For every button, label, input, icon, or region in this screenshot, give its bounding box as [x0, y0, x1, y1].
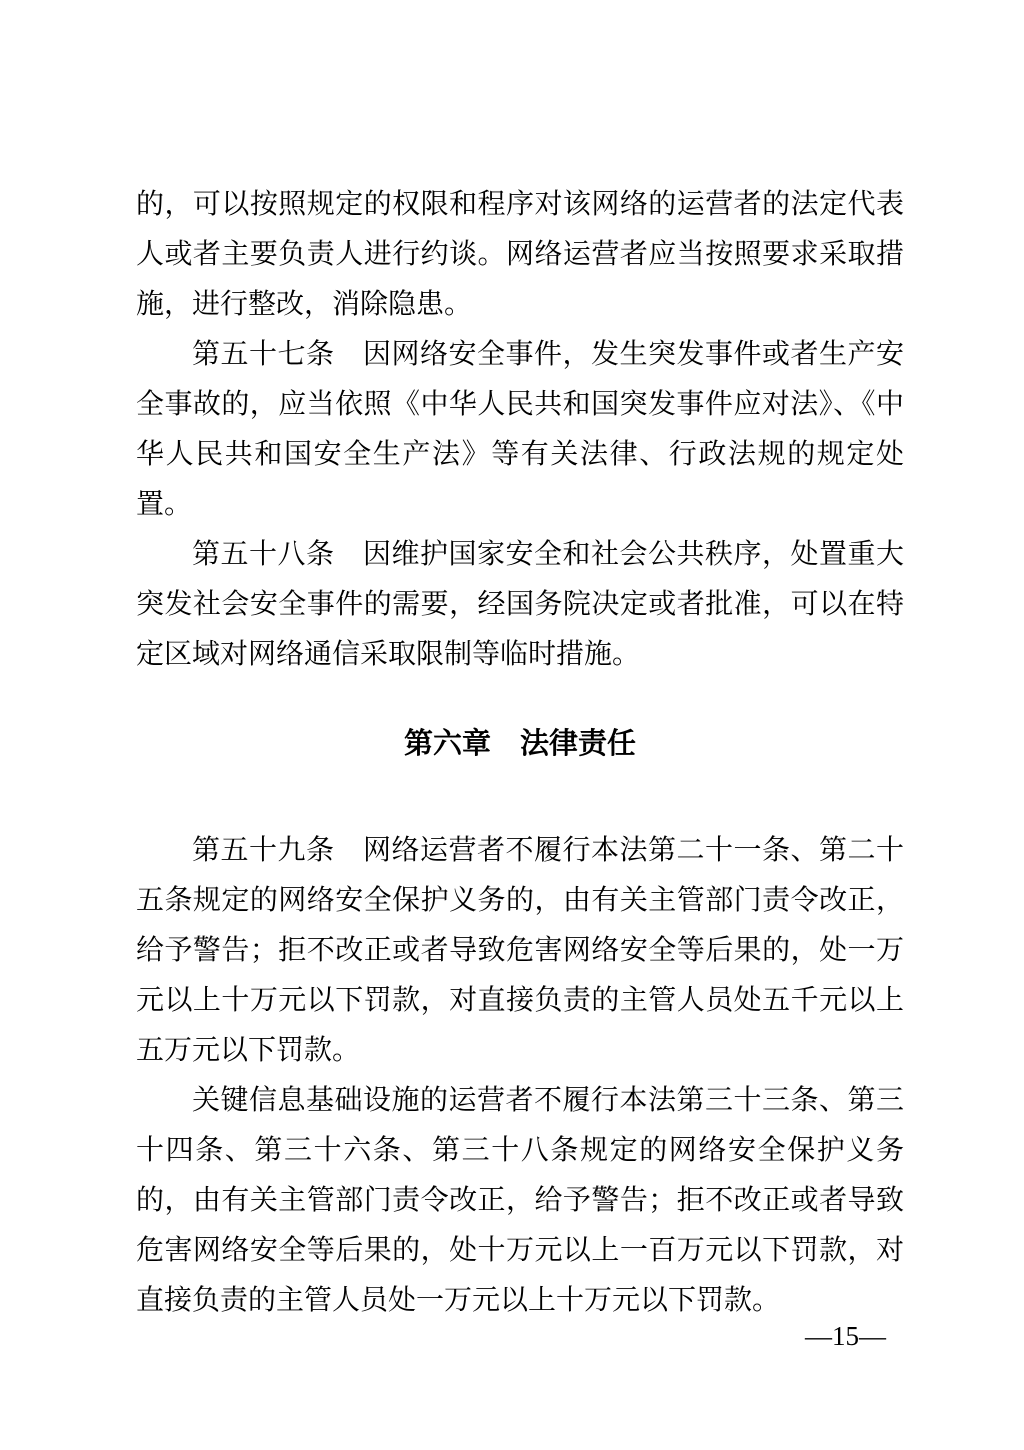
paragraph-continuation: 的，可以按照规定的权限和程序对该网络的运营者的法定代表人或者主要负责人进行约谈。网络运营者应当按照要求采取措施，进行整改，消除隐患。 [136, 188, 904, 319]
paragraph-article-59-clause-2: 关键信息基础设施的运营者不履行本法第三十三条、第三十四条、第三十六条、第三十八条规定的网络安全保护义务的，由有关主管部门责令改正，给予警告；拒不改正或者导致危害网络安全等后果的，处十万元以上一百万元以下罚款，对直接负责的主管人员处一万元以上十万元以下罚款。 [136, 1084, 904, 1315]
paragraph-article-57: 第五十七条 因网络安全事件，发生突发事件或者生产安全事故的，应当依照《中华人民共和国突发事件应对法》、《中华人民共和国安全生产法》等有关法律、行政法规的规定处置。 [136, 338, 904, 519]
paragraph-article-59: 第五十九条 网络运营者不履行本法第二十一条、第二十五条规定的网络安全保护义务的，由有关主管部门责令改正，给予警告；拒不改正或者导致危害网络安全等后果的，处一万元以上十万元以下罚款，对直接负责的主管人员处五千元以上五万元以下罚款。 [136, 834, 904, 1065]
page-number: —15— [805, 1321, 886, 1351]
chapter-heading: 第六章 法律责任 [403, 728, 636, 760]
document-body [136, 179, 904, 1325]
paragraph-article-58: 第五十八条 因维护国家安全和社会公共秩序，处置重大突发社会安全事件的需要，经国务院决定或者批准，可以在特定区域对网络通信采取限制等临时措施。 [136, 538, 904, 669]
